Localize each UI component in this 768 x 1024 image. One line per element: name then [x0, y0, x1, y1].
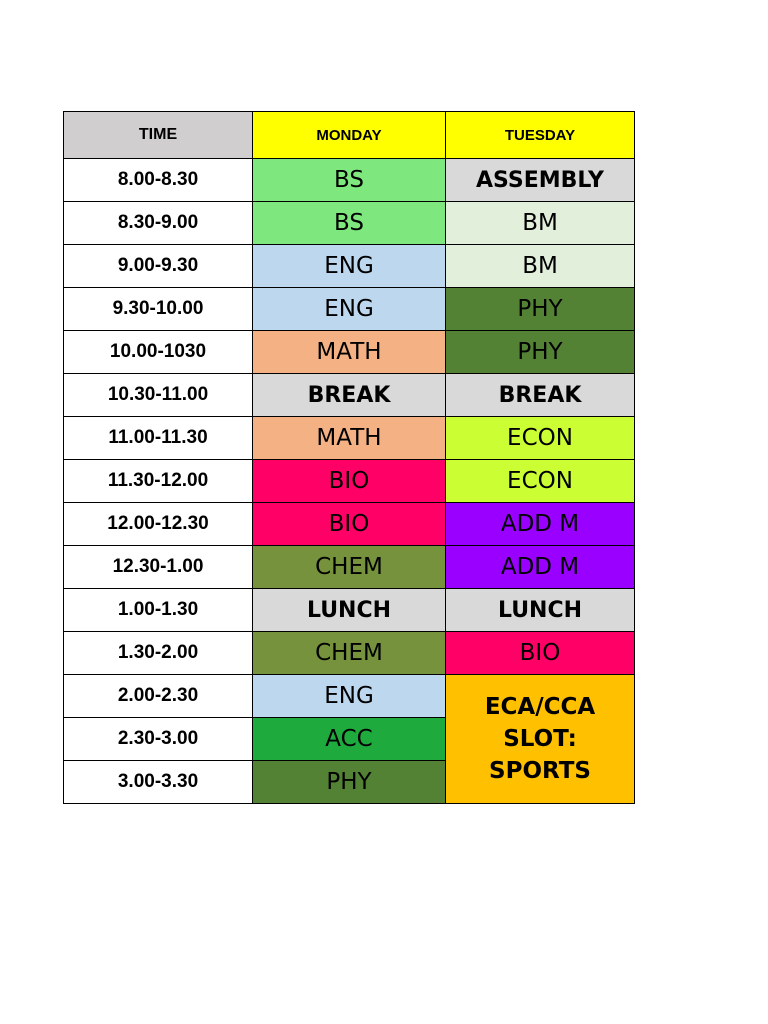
table-row	[64, 675, 635, 718]
time-cell: 11.00-11.30	[64, 417, 253, 460]
time-cell: 10.30-11.00	[64, 374, 253, 417]
tuesday-slot: ASSEMBLY	[446, 159, 635, 202]
time-cell: 10.00-1030	[64, 331, 253, 374]
monday-slot: ACC	[253, 718, 446, 761]
eca-line-3: SPORTS	[489, 758, 591, 784]
header-tuesday: TUESDAY	[446, 112, 635, 159]
eca-line-2: SLOT:	[503, 726, 577, 752]
table-row	[64, 331, 635, 374]
table-row	[64, 245, 635, 288]
tuesday-slot: LUNCH	[446, 589, 635, 632]
tuesday-slot: BM	[446, 202, 635, 245]
time-cell: 11.30-12.00	[64, 460, 253, 503]
time-cell: 12.30-1.00	[64, 546, 253, 589]
table-row	[64, 288, 635, 331]
table-row	[64, 374, 635, 417]
monday-slot: LUNCH	[253, 589, 446, 632]
time-cell: 9.00-9.30	[64, 245, 253, 288]
monday-slot: ENG	[253, 245, 446, 288]
tuesday-slot: ADD M	[446, 546, 635, 589]
tuesday-slot: BREAK	[446, 374, 635, 417]
monday-slot: BIO	[253, 460, 446, 503]
monday-slot: MATH	[253, 331, 446, 374]
time-cell: 12.00-12.30	[64, 503, 253, 546]
tuesday-slot: PHY	[446, 288, 635, 331]
header-row	[64, 112, 635, 159]
time-cell: 1.00-1.30	[64, 589, 253, 632]
tuesday-slot: BIO	[446, 632, 635, 675]
monday-slot: BS	[253, 202, 446, 245]
time-cell: 8.00-8.30	[64, 159, 253, 202]
monday-slot: BIO	[253, 503, 446, 546]
table-row	[64, 589, 635, 632]
time-cell: 3.00-3.30	[64, 761, 253, 804]
time-cell: 8.30-9.00	[64, 202, 253, 245]
tuesday-slot: ADD M	[446, 503, 635, 546]
tuesday-slot: ECON	[446, 417, 635, 460]
timetable	[63, 111, 635, 804]
monday-slot: BREAK	[253, 374, 446, 417]
monday-slot: ENG	[253, 675, 446, 718]
time-cell: 2.00-2.30	[64, 675, 253, 718]
monday-slot: MATH	[253, 417, 446, 460]
table-row	[64, 202, 635, 245]
monday-slot: PHY	[253, 761, 446, 804]
eca-cca-sports-slot	[446, 675, 635, 804]
tuesday-slot: BM	[446, 245, 635, 288]
time-cell: 1.30-2.00	[64, 632, 253, 675]
table-row	[64, 503, 635, 546]
tuesday-slot: ECON	[446, 460, 635, 503]
tuesday-slot: PHY	[446, 331, 635, 374]
monday-slot: CHEM	[253, 546, 446, 589]
table-row	[64, 159, 635, 202]
time-cell: 2.30-3.00	[64, 718, 253, 761]
table-row	[64, 417, 635, 460]
eca-line-1: ECA/CCA	[484, 694, 596, 720]
header-monday: MONDAY	[253, 112, 446, 159]
header-time: TIME	[64, 112, 253, 159]
time-cell: 9.30-10.00	[64, 288, 253, 331]
monday-slot: CHEM	[253, 632, 446, 675]
monday-slot: BS	[253, 159, 446, 202]
monday-slot: ENG	[253, 288, 446, 331]
table-row	[64, 460, 635, 503]
table-row	[64, 632, 635, 675]
table-row	[64, 546, 635, 589]
